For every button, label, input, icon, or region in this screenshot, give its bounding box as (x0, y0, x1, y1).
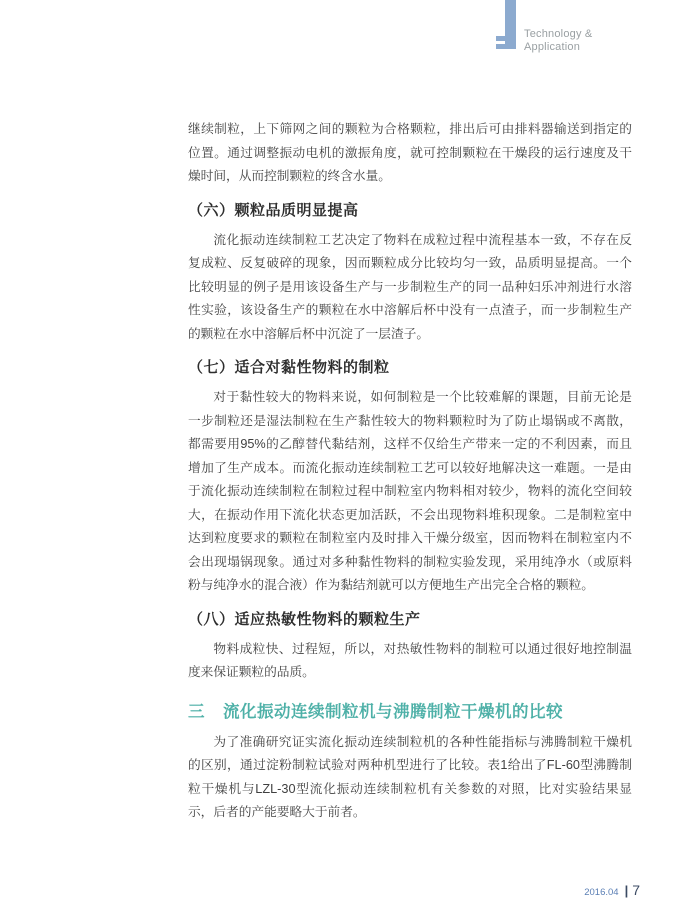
footer-date: 2016.04 (584, 887, 619, 898)
paragraph-continuation: 继续制粒，上下筛网之间的颗粒为合格颗粒，排出后可由排料器输送到指定的位置。通过调整振动电机的激振角度，就可控制颗粒在干燥段的运行速度及干燥时间，从而控制颗粒的终含水量。 (188, 122, 632, 183)
section-6-paragraph: 流化振动连续制粒工艺决定了物料在成粒过程中流程基本一致，不存在反复成粒、反复破碎的现象，因而颗粒成分比较均匀一致，品质明显提高。一个比较明显的例子是用该设备生产与一步制粒生产的同一品种妇乐冲剂进行水溶性实验，该设备生产的颗粒在水中溶解后杯中没有一点渣子，而一步制粒生产的颗粒在水中溶解后杯中沉淀了一层渣子。 (188, 232, 632, 341)
chapter-paragraph: 为了准确研究证实流化振动连续制粒机的各种性能指标与沸腾制粒干燥机的区别，通过淀粉制粒试验对两种机型进行了比较。表1给出了FL-60型沸腾制粒干燥机与LZL-30型流化振动连续制粒机有关参数的对照，比对实验结果显示，后者的产能要略大于前者。 (188, 734, 632, 819)
chapter-title: 流化振动连续制粒机与沸腾制粒干燥机的比较 (223, 702, 563, 721)
section-heading-6: （六）颗粒品质明显提高 (188, 201, 359, 219)
chapter-number: 三 (188, 702, 205, 721)
journal-tagline-line1: Technology & (524, 28, 593, 40)
footer-separator: | (624, 883, 629, 898)
section-heading-7: （七）适合对黏性物料的制粒 (188, 359, 390, 376)
page-footer (584, 882, 640, 898)
page-number: 7 (632, 882, 640, 898)
article-body (188, 0, 632, 825)
section-8-paragraph: 物料成粒快、过程短，所以，对热敏性物料的制粒可以通过很好地控制温度来保证颗粒的品质。 (188, 641, 632, 679)
section-heading-8: （八）适应热敏性物料的颗粒生产 (188, 610, 421, 628)
journal-tagline-line2: Application (524, 41, 581, 53)
section-7-paragraph: 对于黏性较大的物料来说，如何制粒是一个比较难解的课题，目前无论是一步制粒还是湿法制粒在生产黏性较大的物料颗粒时为了防止塌锅或不离散，都需要用95%的乙醇替代黏结剂，这样不仅给生产带来一定的不利因素，而且增加了生产成本。而流化振动连续制粒工艺可以较好地解决这一难题。一是由于流化振动连续制粒在制粒过程中制粒室内物料相对较少，物料的流化空间较大，在振动作用下流化状态更加活跃，不会出现物料堆积现象。二是制粒室中达到粒度要求的颗粒在制粒室内及时排入干燥分级室，因而物料在制粒室内不会出现塌锅现象。通过对多种黏性物料的制粒实验发现，采用纯净水（或原料粉与纯净水的混合液）作为黏结剂就可以方便地生产出完全合格的颗粒。 (188, 390, 632, 592)
chapter-heading (188, 701, 632, 723)
